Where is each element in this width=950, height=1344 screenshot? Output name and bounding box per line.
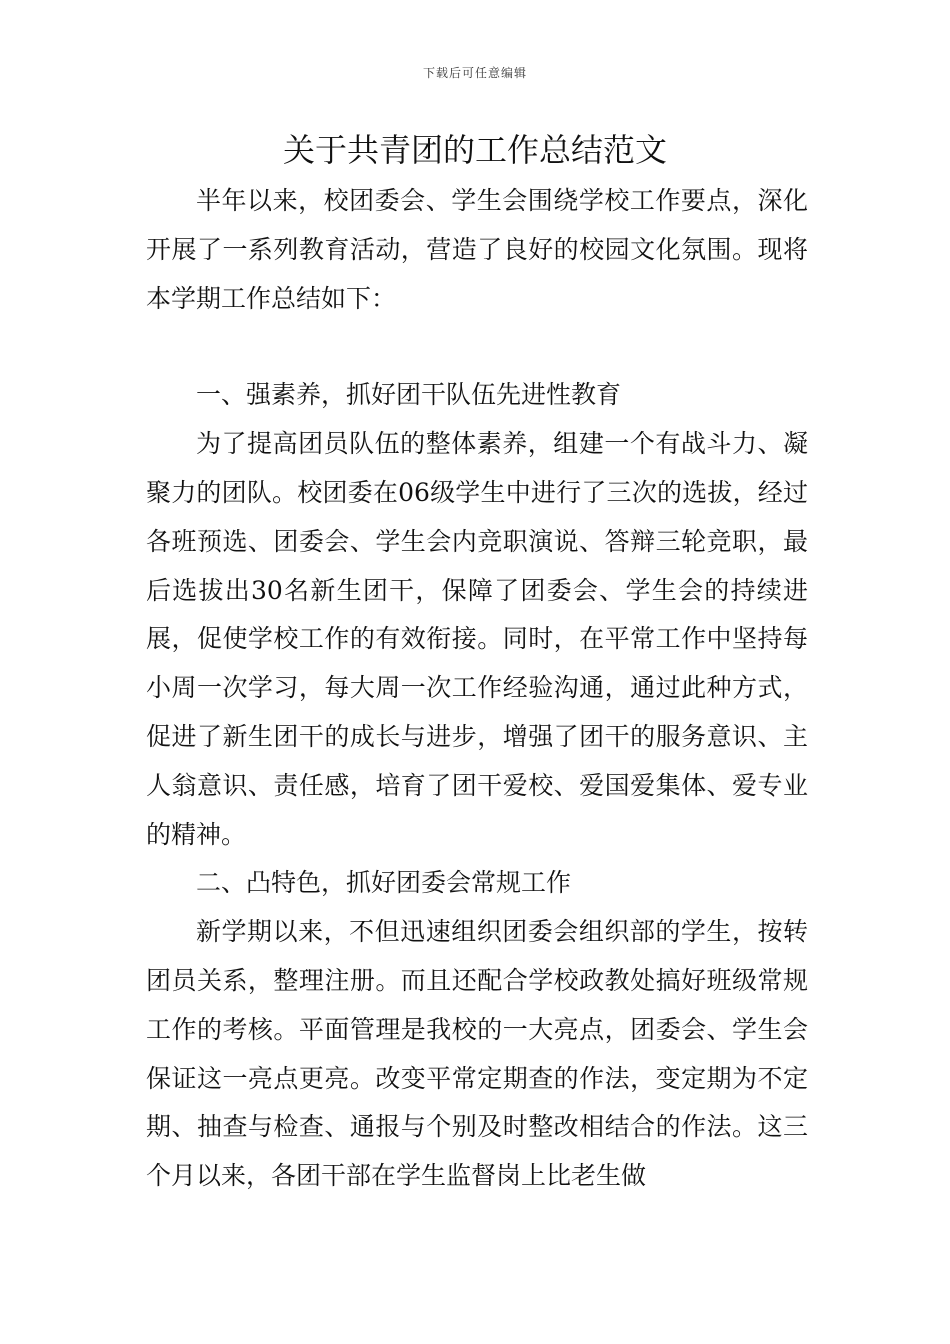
section-1-heading: 一、强素养，抓好团干队伍先进性教育	[196, 380, 622, 410]
document-body	[146, 177, 808, 1201]
section-2-paragraph: 新学期以来，不但迅速组织团委会组织部的学生，按转团员关系，整理注册。而且还配合学校政教处搞好班级常规工作的考核。平面管理是我校的一大亮点，团委会、学生会保证这一亮点更亮。改变平常定期查的作法，变定期为不定期、抽查与检查、通报与个别及时整改相结合的作法。这三个月以来，各团干部在学生监督岗上比老生做	[146, 917, 808, 1191]
section-2-heading: 二、凸特色，抓好团委会常规工作	[196, 868, 572, 898]
header-note: 下载后可任意编辑	[422, 66, 527, 80]
blank-line	[146, 323, 808, 371]
intro-paragraph: 半年以来，校团委会、学生会围绕学校工作要点，深化开展了一系列教育活动，营造了良好的校园文化氛围。现将本学期工作总结如下：	[146, 186, 808, 313]
section-1-paragraph: 为了提高团员队伍的整体素养，组建一个有战斗力、凝聚力的团队。校团委在06级学生中进行了三次的选拔，经过各班预选、团委会、学生会内竞职演说、答辩三轮竞职，最后选拔出30名新生团干，保障了团委会、学生会的持续进展，促使学校工作的有效衔接。同时，在平常工作中坚持每小周一次学习，每大周一次工作经验沟通，通过此种方式，促进了新生团干的成长与进步，增强了团干的服务意识、主人翁意识、责任感，培育了团干爱校、爱国爱集体、爱专业的精神。	[146, 429, 808, 849]
document-title: 关于共青团的工作总结范文	[282, 131, 667, 169]
